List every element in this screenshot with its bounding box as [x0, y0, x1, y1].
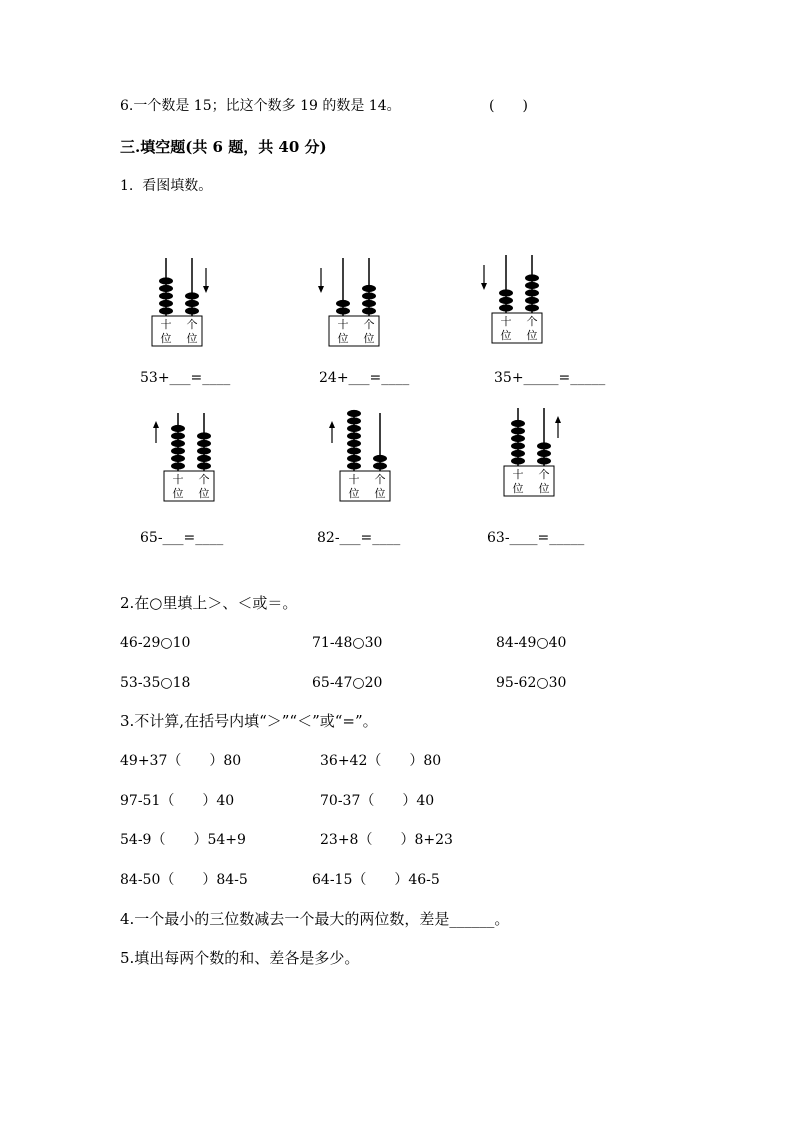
abacus-bead: [159, 277, 173, 284]
abacus-bead: [511, 435, 525, 442]
abacus-bead: [347, 462, 361, 469]
inequality-item[interactable]: 64-15（ ）46-5: [312, 872, 440, 888]
abacus-label: 个: [374, 473, 386, 486]
inequality-item[interactable]: 97-51（ ）40: [120, 793, 235, 809]
abacus-bead: [185, 307, 199, 314]
abacus-label: 位: [374, 487, 386, 500]
abacus-label: 十: [348, 473, 360, 486]
abacus-bead: [362, 300, 376, 307]
abacus-bead: [185, 292, 199, 299]
abacus-bead: [499, 289, 513, 296]
abacus-bead: [347, 432, 361, 439]
abacus-bead: [197, 432, 211, 439]
abacus-label: 位: [363, 332, 375, 345]
abacus-bead: [511, 427, 525, 434]
problem-5: 5.填出每两个数的和、差各是多少。: [120, 949, 360, 967]
abacus-bead: [347, 425, 361, 432]
abacus-label: 位: [337, 332, 349, 345]
abacus-label: 位: [538, 482, 550, 495]
abacus-bead: [511, 420, 525, 427]
compare-item[interactable]: 71-48○30: [312, 635, 383, 651]
inequality-item[interactable]: 70-37（ ）40: [320, 793, 435, 809]
abacus-3-expression[interactable]: 35+_____=_____: [494, 370, 606, 386]
abacus-bead: [347, 440, 361, 447]
abacus-bead: [197, 462, 211, 469]
answer-paren-6[interactable]: ( ): [489, 98, 528, 114]
abacus-label: 个: [198, 473, 210, 486]
arrow-up-icon: [153, 421, 159, 443]
abacus-label: 位: [512, 482, 524, 495]
abacus-label: 位: [160, 332, 172, 345]
compare-item[interactable]: 53-35○18: [120, 675, 191, 691]
abacus-bead: [537, 442, 551, 449]
abacus-bead: [197, 440, 211, 447]
abacus-2: [327, 258, 407, 348]
abacus-6-expression[interactable]: 63-____=_____: [487, 530, 585, 546]
abacus-label: 十: [172, 473, 184, 486]
abacus-bead: [171, 440, 185, 447]
abacus-label: 十: [160, 318, 172, 331]
abacus-bead: [525, 274, 539, 281]
abacus-label: 个: [526, 315, 538, 328]
inequality-item[interactable]: 49+37（ ）80: [120, 753, 242, 769]
arrow-down-icon: [203, 268, 209, 293]
abacus-bead: [197, 455, 211, 462]
question-6: 6.一个数是 15；比这个数多 19 的数是 14。: [120, 98, 401, 114]
abacus-label: 位: [186, 332, 198, 345]
abacus-bead: [362, 285, 376, 292]
compare-item[interactable]: 95-62○30: [496, 675, 567, 691]
abacus-bead: [159, 300, 173, 307]
abacus-bead: [347, 447, 361, 454]
abacus-bead: [537, 457, 551, 464]
compare-item[interactable]: 65-47○20: [312, 675, 383, 691]
abacus-5: [338, 413, 418, 503]
abacus-bead: [336, 300, 350, 307]
arrow-down-icon: [481, 265, 487, 290]
arrow-up-icon: [329, 421, 335, 443]
abacus-5-expression[interactable]: 82-___=____: [317, 530, 401, 546]
inequality-item[interactable]: 54-9（ ）54+9: [120, 832, 246, 848]
problem-3-title: 3.不计算,在括号内填“＞”“＜”或“=”。: [120, 712, 378, 730]
abacus-bead: [362, 292, 376, 299]
inequality-item[interactable]: 36+42（ ）80: [320, 753, 442, 769]
abacus-bead: [499, 304, 513, 311]
arrow-down-icon: [318, 268, 324, 293]
abacus-bead: [511, 442, 525, 449]
abacus-bead: [171, 432, 185, 439]
abacus-6: [502, 408, 582, 498]
arrow-up-icon: [555, 416, 561, 438]
abacus-bead: [159, 285, 173, 292]
inequality-item[interactable]: 23+8（ ）8+23: [320, 832, 453, 848]
abacus-label: 位: [198, 487, 210, 500]
problem-4: 4.一个最小的三位数减去一个最大的两位数，差是______。: [120, 910, 510, 928]
section-title: 三.填空题(共 6 题，共 40 分): [120, 138, 327, 156]
abacus-bead: [171, 447, 185, 454]
abacus-label: 十: [500, 315, 512, 328]
abacus-4: [162, 413, 242, 503]
abacus-bead: [347, 410, 361, 417]
abacus-bead: [511, 450, 525, 457]
abacus-bead: [159, 307, 173, 314]
abacus-label: 位: [172, 487, 184, 500]
compare-item[interactable]: 46-29○10: [120, 635, 191, 651]
abacus-bead: [171, 462, 185, 469]
abacus-2-expression[interactable]: 24+___=____: [319, 370, 410, 386]
problem-2-title: 2.在○里填上＞、＜或＝。: [120, 594, 298, 612]
abacus-bead: [185, 300, 199, 307]
abacus-4-expression[interactable]: 65-___=____: [140, 530, 224, 546]
abacus-bead: [525, 282, 539, 289]
abacus-label: 个: [538, 468, 550, 481]
abacus-bead: [525, 289, 539, 296]
abacus-bead: [511, 457, 525, 464]
abacus-label: 位: [526, 329, 538, 342]
abacus-3: [490, 255, 570, 345]
abacus-label: 十: [337, 318, 349, 331]
abacus-bead: [499, 297, 513, 304]
abacus-bead: [159, 292, 173, 299]
abacus-label: 个: [363, 318, 375, 331]
abacus-bead: [171, 455, 185, 462]
abacus-bead: [525, 297, 539, 304]
abacus-bead: [525, 304, 539, 311]
abacus-label: 十: [512, 468, 524, 481]
abacus-bead: [347, 417, 361, 424]
abacus-bead: [373, 462, 387, 469]
abacus-1-expression[interactable]: 53+___=____: [140, 370, 231, 386]
abacus-bead: [171, 425, 185, 432]
compare-item[interactable]: 84-49○40: [496, 635, 567, 651]
abacus-bead: [197, 447, 211, 454]
inequality-item[interactable]: 84-50（ ）84-5: [120, 872, 248, 888]
abacus-bead: [362, 307, 376, 314]
abacus-bead: [347, 455, 361, 462]
abacus-bead: [373, 455, 387, 462]
abacus-bead: [537, 450, 551, 457]
abacus-label: 位: [348, 487, 360, 500]
abacus-bead: [336, 307, 350, 314]
abacus-label: 个: [186, 318, 198, 331]
abacus-label: 位: [500, 329, 512, 342]
problem-1-title: 1. 看图填数。: [120, 178, 213, 194]
abacus-1: [150, 258, 230, 348]
